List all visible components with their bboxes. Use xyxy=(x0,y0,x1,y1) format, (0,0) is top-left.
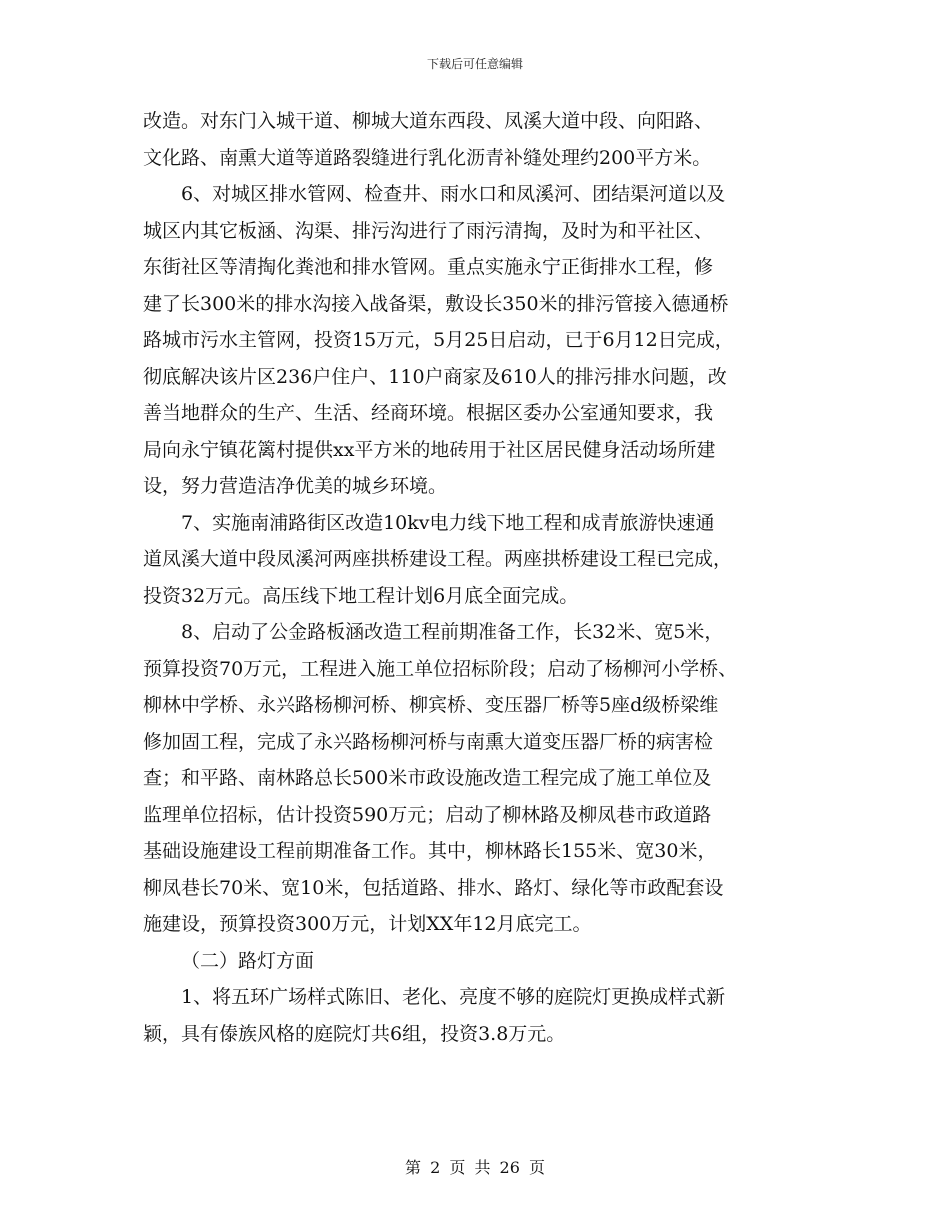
document-body xyxy=(143,103,833,1052)
text-line: 投资32万元。高压线下地工程计划6月底全面完成。 xyxy=(143,584,579,607)
text-line: 善当地群众的生产、生活、经商环境。根据区委办公室通知要求，我 xyxy=(143,402,714,424)
text-line: 设，努力营造洁净优美的城乡环境。 xyxy=(143,475,448,497)
text-line: 预算投资70万元，工程进入施工单位招标阶段；启动了杨柳河小学桥、 xyxy=(143,657,738,680)
text-line: 颖，具有傣族风格的庭院灯共6组，投资3.8万元。 xyxy=(143,1022,566,1045)
text-line: 6、对城区排水管网、检查井、雨水口和凤溪河、团结渠河道以及 xyxy=(181,183,726,205)
text-line: 柳凤巷长70米、宽10米，包括道路、排水、路灯、绿化等市政配套设 xyxy=(143,876,724,899)
page-header: 下载后可任意编辑 xyxy=(426,57,523,71)
text-line: 柳林中学桥、永兴路杨柳河桥、柳宾桥、变压器厂桥等5座d级桥梁维 xyxy=(143,694,719,716)
text-line: 修加固工程，完成了永兴路杨柳河桥与南熏大道变压器厂桥的病害检 xyxy=(143,730,714,753)
text-line: 7、实施南浦路街区改造10kv电力线下地工程和成青旅游快速通 xyxy=(181,511,715,534)
text-line: 路城市污水主管网，投资15万元，5月25日启动，已于6月12日完成， xyxy=(143,329,734,351)
text-line: 8、启动了公金路板涵改造工程前期准备工作，长32米、宽5米， xyxy=(181,621,724,643)
text-line: 1、将五环广场样式陈旧、老化、亮度不够的庭院灯更换成样式新 xyxy=(181,986,726,1008)
text-line: 监理单位招标，估计投资590万元；启动了柳林路及柳凤巷市政道路 xyxy=(143,803,712,826)
section-heading: （二）路灯方面 xyxy=(181,949,315,972)
text-line: 彻底解决该片区236户住户、110户商家及610人的排污排水问题，改 xyxy=(143,365,727,388)
text-line: 建了长300米的排水沟接入战备渠，敷设长350米的排污管接入德通桥 xyxy=(143,292,729,315)
text-line: 施建设，预算投资300万元，计划XX年12月底完工。 xyxy=(143,913,592,935)
text-line: 文化路、南熏大道等道路裂缝进行乳化沥青补缝处理约200平方米。 xyxy=(143,146,712,169)
page-footer: 第 2 页 共 26 页 xyxy=(405,1158,545,1177)
text-line: 改造。对东门入城干道、柳城大道东西段、凤溪大道中段、向阳路、 xyxy=(143,110,714,132)
text-line: 局向永宁镇花篱村提供xx平方米的地砖用于社区居民健身活动场所建 xyxy=(143,438,716,461)
text-line: 城区内其它板涵、沟渠、排污沟进行了雨污清掏，及时为和平社区、 xyxy=(143,219,714,242)
text-line: 基础设施建设工程前期准备工作。其中，柳林路长155米、宽30米， xyxy=(143,840,717,862)
text-line: 道凤溪大道中段凤溪河两座拱桥建设工程。两座拱桥建设工程已完成， xyxy=(143,548,733,570)
text-line: 查；和平路、南林路总长500米市政设施改造工程完成了施工单位及 xyxy=(143,767,712,789)
text-line: 东街社区等清掏化粪池和排水管网。重点实施永宁正街排水工程，修 xyxy=(143,256,714,278)
